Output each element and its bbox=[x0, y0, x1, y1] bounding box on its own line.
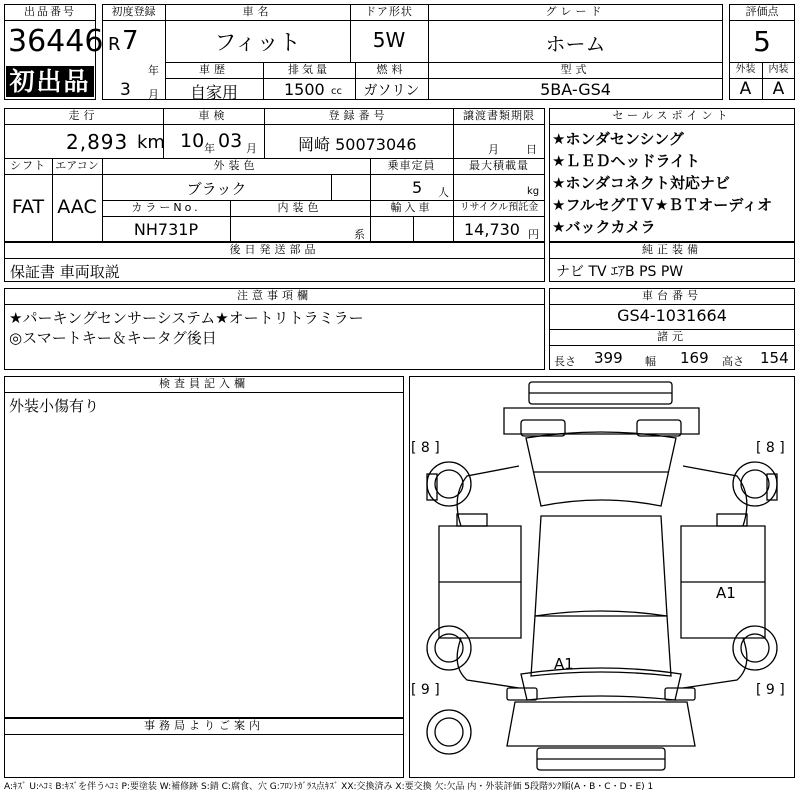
max-load-unit: kg bbox=[527, 186, 540, 197]
transfer-month-unit: 月 bbox=[488, 143, 499, 156]
width: 169 bbox=[680, 349, 709, 367]
reg-month: 3 bbox=[120, 80, 131, 100]
dimensions-label: 諸元 bbox=[657, 330, 687, 343]
inspection-month: 03 bbox=[218, 130, 243, 152]
capacity-unit: 人 bbox=[438, 186, 449, 199]
displacement-label: 排気量 bbox=[288, 63, 330, 76]
lot-number: 36446 bbox=[8, 24, 104, 59]
inspector-notes: 外装小傷有り bbox=[9, 397, 100, 415]
notes-line: ◎スマートキー＆キータグ後日 bbox=[9, 329, 217, 347]
height-label: 高さ bbox=[722, 355, 744, 368]
equipment-label: 純正装備 bbox=[642, 243, 702, 256]
grade: ホーム bbox=[545, 32, 606, 56]
tire-rear-right bbox=[733, 626, 777, 670]
car-name-label: 車名 bbox=[242, 5, 273, 18]
fuel: ガソリン bbox=[363, 83, 420, 99]
later-parts-label: 後日発送部品 bbox=[229, 243, 320, 256]
interior-color-unit: 系 bbox=[354, 228, 365, 241]
sales-point-item: ★ＬＥＤヘッドライト bbox=[552, 152, 700, 170]
displacement: 1500 bbox=[284, 80, 325, 99]
spare-tire bbox=[427, 710, 471, 754]
equipment: ナビ TV ｴｱB PS PW bbox=[556, 264, 684, 280]
score-label: 評価点 bbox=[745, 5, 779, 18]
width-label: 幅 bbox=[645, 355, 656, 368]
reg-era: R bbox=[108, 34, 121, 55]
history-label: 車歴 bbox=[199, 63, 229, 76]
damage-mark-side: A1 bbox=[716, 584, 736, 602]
later-parts: 保証書 車両取説 bbox=[10, 263, 120, 281]
recycle-label: リサイクル預託金 bbox=[459, 202, 539, 213]
car-diagram bbox=[409, 376, 795, 778]
inspection-year: 10 bbox=[180, 130, 205, 152]
plate-number: 岡崎 50073046 bbox=[298, 135, 417, 154]
color-no: NH731P bbox=[133, 220, 199, 239]
door-type: 5W bbox=[372, 28, 406, 52]
tire-tread-front-left: [ 8 ] bbox=[411, 440, 440, 456]
damage-mark-rear: A1 bbox=[554, 655, 574, 673]
tire-rear-left bbox=[427, 626, 471, 670]
sales-point-item: ★バックカメラ bbox=[552, 218, 656, 236]
first-listing-text: 初出品 bbox=[9, 67, 91, 96]
shift-label: シフト bbox=[10, 159, 46, 172]
inspector-box bbox=[4, 376, 404, 718]
roof-outline bbox=[535, 516, 667, 616]
notes-line: ★パーキングセンサーシステム★オートリトラミラー bbox=[9, 309, 364, 327]
reg-year-unit: 年 bbox=[148, 64, 159, 77]
exterior-color: ブラック bbox=[186, 180, 247, 198]
chassis-number: GS4-1031664 bbox=[617, 306, 727, 325]
ac: AAC bbox=[57, 196, 97, 218]
first-reg-label: 初度登録 bbox=[111, 5, 156, 18]
recycle-unit: 円 bbox=[528, 228, 539, 241]
windshield-outline bbox=[526, 432, 676, 506]
rear-window-outline bbox=[521, 668, 681, 700]
chassis-label: 車台番号 bbox=[642, 289, 702, 302]
interior-color-label: 内装色 bbox=[277, 201, 323, 214]
sales-point-item: ★ホンダコネクト対応ナビ bbox=[552, 174, 730, 192]
transfer-day-unit: 日 bbox=[526, 143, 537, 156]
displacement-unit: cc bbox=[331, 86, 342, 97]
length-label: 長さ bbox=[554, 355, 576, 368]
exterior-score-label: 外装 bbox=[735, 64, 756, 75]
height: 154 bbox=[760, 349, 789, 367]
max-load-label: 最大積載量 bbox=[469, 159, 529, 172]
capacity: 5 bbox=[412, 178, 423, 197]
interior-score: A bbox=[772, 79, 785, 99]
tire-tread-front-right: [ 8 ] bbox=[756, 440, 785, 456]
sales-points-label: セールスポイント bbox=[612, 109, 732, 122]
import-label: 輸入車 bbox=[390, 201, 433, 214]
score-value: 5 bbox=[753, 25, 771, 58]
shift: FAT bbox=[11, 196, 45, 218]
grade-label: グレード bbox=[545, 5, 606, 18]
plate-label: 登録番号 bbox=[328, 109, 389, 122]
door-label: ドア形状 bbox=[365, 5, 413, 18]
exterior-color-label: 外装色 bbox=[213, 159, 259, 172]
recycle: 14,730 bbox=[464, 220, 520, 239]
capacity-label: 乗車定員 bbox=[387, 159, 436, 172]
interior-score-label: 内装 bbox=[768, 64, 789, 75]
inspection-month-unit: 月 bbox=[246, 142, 257, 155]
ac-label: エアコン bbox=[55, 159, 99, 172]
mileage: 2,893 bbox=[66, 130, 129, 154]
reg-year: 7 bbox=[122, 26, 139, 56]
color-no-label: カラーNo. bbox=[131, 201, 201, 214]
mileage-unit: km bbox=[137, 132, 165, 153]
tire-tread-rear-left: [ 9 ] bbox=[411, 682, 440, 698]
model-label: 型式 bbox=[560, 63, 591, 76]
tire-tread-rear-right: [ 9 ] bbox=[756, 682, 785, 698]
inspector-label: 検査員記入欄 bbox=[159, 377, 249, 390]
transfer-label: 譲渡書類期限 bbox=[463, 109, 535, 122]
sales-point-item: ★フルセグＴＶ★ＢＴオーディオ bbox=[552, 196, 773, 214]
exterior-score: A bbox=[739, 79, 752, 99]
inspection-year-unit: 年 bbox=[204, 142, 215, 155]
car-name: フィット bbox=[214, 31, 301, 56]
sales-point-item: ★ホンダセンシング bbox=[552, 130, 684, 148]
inspection-label: 車検 bbox=[198, 109, 229, 122]
lot-number-label: 出品番号 bbox=[24, 5, 76, 18]
fuel-label: 燃料 bbox=[376, 63, 407, 76]
tailgate-outline bbox=[507, 702, 695, 746]
notes-label: 注意事項欄 bbox=[237, 289, 312, 302]
mileage-label: 走行 bbox=[68, 109, 99, 122]
legend: A:ｷｽﾞ U:ﾍｺﾐ B:ｷｽﾞを伴うﾍｺﾐ P:要塗装 W:補修跡 S:錆 C:腐食、穴 G:ﾌﾛﾝﾄｶﾞﾗｽ点ｷｽﾞ XX:交換済み X:要交換 欠:欠品 内・外装評価 5段階ﾗﾝｸ順(A・B・C・D・E) 1 bbox=[4, 782, 654, 792]
hood-outline bbox=[504, 408, 699, 434]
reg-month-unit: 月 bbox=[148, 88, 159, 101]
office-label: 事務局よりご案内 bbox=[144, 719, 264, 732]
history: 自家用 bbox=[189, 83, 238, 102]
model: 5BA-GS4 bbox=[540, 80, 611, 99]
length: 399 bbox=[594, 349, 623, 367]
